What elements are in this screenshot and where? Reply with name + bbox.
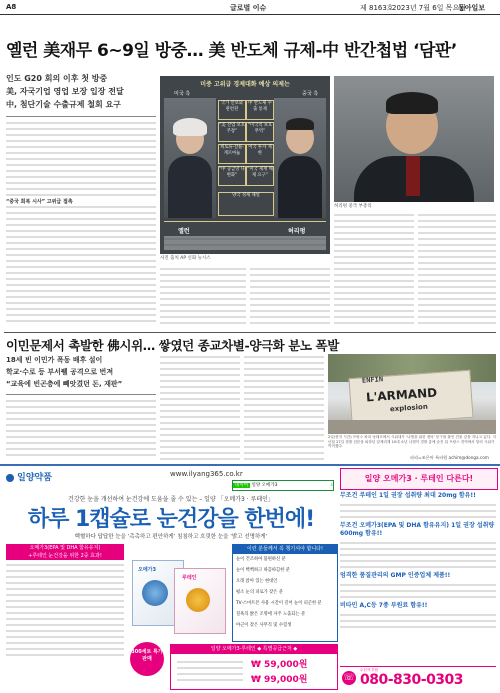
ad-price-badge: 300세트 특가판매 bbox=[130, 642, 164, 676]
ad-offer-price-1: ₩ 59,000원 bbox=[251, 660, 308, 670]
page-header bbox=[0, 0, 500, 15]
portrait-he-lifeng bbox=[274, 98, 326, 218]
divider bbox=[6, 116, 156, 117]
advertisement bbox=[0, 464, 500, 693]
ib-cell-6: 미국 투자 제한 bbox=[246, 144, 274, 164]
issue-date: 2023년 7월 6일 목요일 bbox=[392, 4, 466, 12]
benefit-item: 야근이 잦은 사무직 및 수험생 bbox=[236, 623, 292, 628]
article1-body-col2 bbox=[160, 266, 246, 328]
benefit-item: 칠흑의 밝은 조명에 자주 노출되는 분 bbox=[236, 612, 306, 617]
ad-search-box[interactable]: 네이버 일양 오메가3 ⌕ bbox=[232, 480, 334, 491]
ad-url[interactable]: www.ilyang365.co.kr bbox=[170, 470, 243, 478]
article2-photo-caption: 2일(현지 시간) 프랑스 파리 낭테르에서 시위대가 ‘나엘을 위한 정의’ 문구를 붙인 건물 앞을 지나고 있다. 지난달 27일 경찰 검문을 피하던 알제리계 10대 소년 나엘이 경찰 총에 숨진 뒤 프랑스 전역에서 항의 시위가 이어졌다. bbox=[328, 435, 496, 449]
ib-cell-5: 희토류·갈륨·게르마늄 bbox=[218, 144, 246, 164]
benefit-item: 평소 눈의 피로가 잦은 분 bbox=[236, 590, 283, 595]
article1-section-label: “중국 회복 시사” 고위급 접촉 bbox=[6, 198, 156, 205]
ad-offer-box bbox=[170, 644, 338, 690]
ad-main-copy: 하루 1캡슐로 눈건강을 한번에! bbox=[27, 507, 315, 532]
article2-photo bbox=[328, 354, 496, 434]
benefit-item: TV·스마트폰 사용 시간이 길어 눈이 피곤한 분 bbox=[236, 601, 322, 606]
ib-cell-2: 中 반도체 수출 통제 bbox=[246, 100, 274, 120]
ib-cell-9: 양국 경제 채널 bbox=[218, 192, 274, 216]
ib-cell-3: “美 산업 보호 주장” bbox=[218, 122, 246, 142]
article1-photo-caption: 허리펑 중국 부총리 bbox=[334, 204, 372, 209]
article1-sub-a: 인도 G20 회의 이후 첫 방중 bbox=[6, 74, 108, 83]
infobox-graphic bbox=[160, 76, 330, 254]
ad-phone-number: 080-830-0303 bbox=[360, 672, 464, 688]
naver-label: 네이버 bbox=[235, 483, 249, 488]
free-call-label: 수신자 부담 bbox=[360, 668, 379, 672]
ad-left-body bbox=[6, 562, 124, 656]
ad-point-3: 엄격한 품질관리의 GMP 인증업체 제품!! bbox=[340, 572, 451, 579]
ad-sub-copy: 백혈하다 답답한 눈을 ‘촉촉하고 편안하게’ 침침하고 흐릿한 눈을 ‘밝고 선명하게’ bbox=[74, 534, 268, 540]
ad-left-header: 오메가3(EPA 및 DHA 함유유지) +루테인 눈건강을 위한 2중 효과! bbox=[6, 544, 124, 560]
article1-body-col1 bbox=[6, 120, 156, 326]
infobox-cn-label: 중국 측 bbox=[302, 91, 319, 97]
portrait-yellen bbox=[164, 98, 216, 218]
benefit-item: 오래 앉아 있는 현대인 bbox=[236, 579, 278, 584]
article1-sub-b: 美, 자국기업 영업 보장 입장 전달 bbox=[6, 87, 124, 96]
infobox-name-left: 옐런 bbox=[178, 228, 190, 235]
ad-benefits-box bbox=[232, 544, 338, 642]
ib-cell-8: “미국 제재 해제 요구” bbox=[246, 166, 274, 186]
photo-word-2: L'ARMAND bbox=[365, 385, 438, 405]
ad-benefit-title: 이런 분들께서 꼭 챙기셔야 합니다! bbox=[233, 545, 337, 554]
search-icon: ⌕ bbox=[330, 483, 333, 488]
infobox-us-label: 미국 측 bbox=[174, 91, 191, 97]
infobox-name-right: 허리펑 bbox=[288, 228, 306, 235]
ib-cell-4: “미국의 보호무역” bbox=[246, 122, 274, 142]
paper-name: 동아일보 bbox=[458, 4, 486, 12]
article1-sub-c: 中, 첨단기술 수출규제 철회 요구 bbox=[6, 100, 121, 109]
article2-sub-b: 학교·수로 등 부서뷀 공격으로 번져 bbox=[6, 368, 114, 376]
article2-body-col2 bbox=[160, 354, 240, 460]
ad-right-column bbox=[340, 492, 496, 662]
capsule-icon bbox=[186, 588, 210, 612]
ad-right-title: 일양 오메가3 · 루테인 다른다! bbox=[340, 468, 498, 490]
article2-sub-a: 18세 빈 이민가 폭동 배후 설이 bbox=[6, 356, 103, 364]
article1-subheads bbox=[6, 72, 156, 111]
issue-number: 제 8163호 bbox=[360, 4, 394, 12]
article1-body-col3 bbox=[250, 266, 330, 328]
article1-headline: 옐런 美재무 6~9일 방중… 美 반도체 규제-中 반간첩법 ‘담판’ bbox=[6, 41, 457, 61]
article2-byline: 파리=조은아 특파원 achim@donga.com bbox=[410, 455, 489, 460]
section-divider bbox=[4, 332, 496, 333]
ad-offer-price-2: ₩ 99,000원 bbox=[251, 675, 308, 685]
article2-body-col3 bbox=[244, 354, 324, 460]
infobox-credit: 사진 출처 AP 신화 뉴시스 bbox=[160, 256, 211, 261]
ib-cell-7: “中 공급망 다변화” bbox=[218, 166, 246, 186]
article1-body-col4 bbox=[334, 212, 414, 328]
ad-offer-title: 일양 오메가3·루테인 ◆ 특별공급근처 ◆ bbox=[171, 645, 337, 654]
article1-photo bbox=[334, 76, 494, 202]
ad-point-2: 무조건 오메가3(EPA 및 DHA 함유유지) 1일 권장 섭취량 600mg 함유!! bbox=[340, 522, 495, 537]
article2-subheads bbox=[6, 354, 156, 390]
ad-product-image: 오메가3 루테인 bbox=[128, 544, 228, 644]
article1-body-col5 bbox=[418, 212, 496, 328]
ib-cell-1: 국가 안보와 관련된 bbox=[218, 100, 246, 120]
phone-icon: ☏ bbox=[343, 673, 355, 683]
page-number: A8 bbox=[6, 3, 17, 11]
ad-point-4: 비타민 A,C등 7종 부원료 함유!! bbox=[340, 602, 428, 609]
photo-word-3: explosion bbox=[389, 402, 429, 414]
ad-phone-box[interactable] bbox=[340, 666, 496, 689]
infobox-title: 미중 고위급 경제대화 예상 의제는 bbox=[200, 81, 290, 88]
article2-headline: 이민문제서 촉발한 佛시위… 쌓였던 종교차별-양극화 분노 폭발 bbox=[6, 338, 339, 353]
section-title: 글로벌 이슈 bbox=[230, 4, 267, 12]
article2-sub-c: “교육에 빈곤층에 빼앗겼던 돈, 재판” bbox=[6, 380, 123, 388]
eye-icon bbox=[142, 580, 168, 606]
benefit-item: 눈이 건조하여 불편하신 분 bbox=[236, 557, 286, 562]
photo-word-1: ENFIN bbox=[361, 375, 384, 385]
article2-body-col1 bbox=[6, 398, 156, 460]
ad-brand-logo: 일양약품 bbox=[6, 470, 52, 483]
ad-point-1: 무조건 루테인 1일 권장 섭취량 최대 20mg 함유!! bbox=[340, 492, 476, 499]
benefit-item: 눈이 뻑뻑하고 따끔따끔한 분 bbox=[236, 568, 290, 573]
ad-tagline: 건강한 눈을 개선하여 눈건강에 도움을 줄 수 있는 – 일양 「오메가3 · 루테인」 bbox=[68, 496, 274, 503]
